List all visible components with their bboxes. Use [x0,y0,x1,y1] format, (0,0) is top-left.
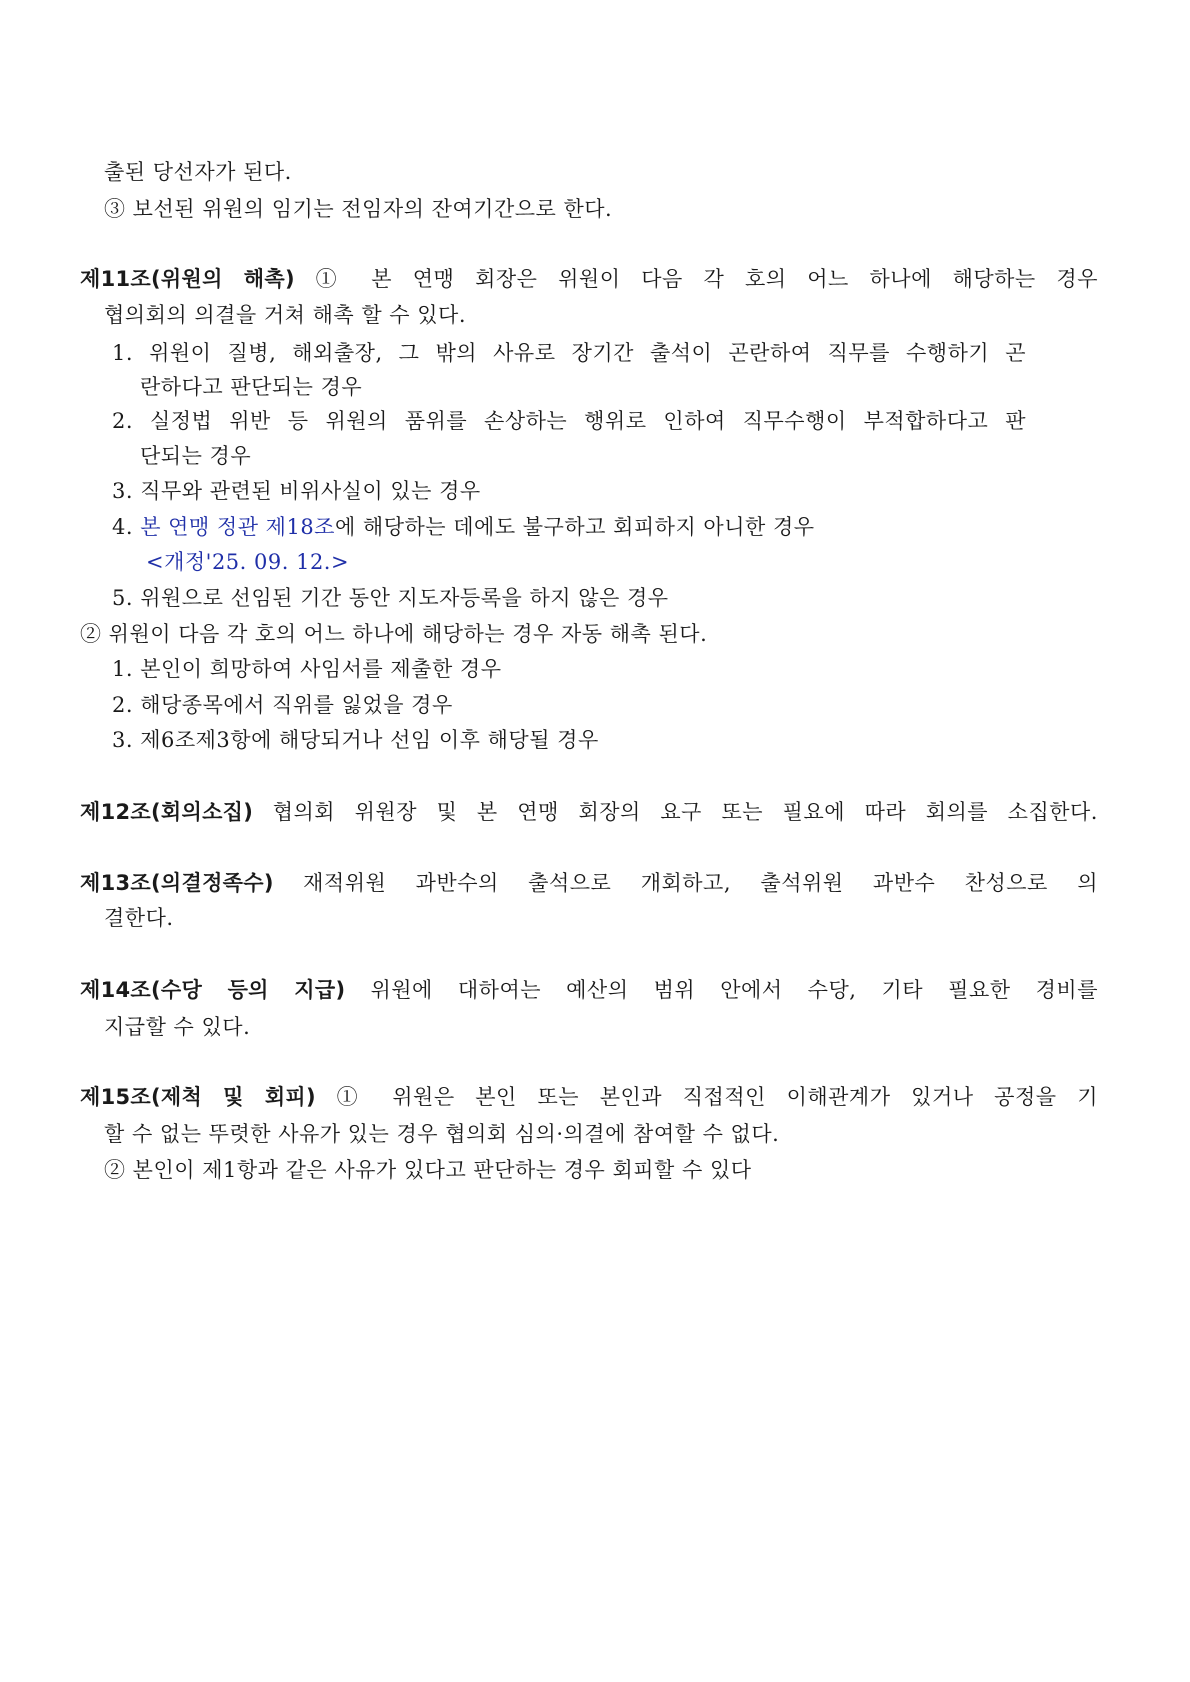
article-15-para-2: ② 본인이 제1항과 같은 사유가 있다고 판단하는 경우 회피할 수 있다 [104,1158,752,1182]
article-11-item-4-number: 4. [112,515,141,539]
article-13-heading: 제13조(의결정족수) [80,871,274,895]
article-11-item-4 [112,512,815,542]
article-15-heading: 제15조(제척 및 회피) [80,1085,316,1109]
article-11-para-2-item-3: 3. 제6조제3항에 해당되거나 선임 이후 해당될 경우 [112,728,599,752]
article-13-text-cont: 결한다. [104,906,174,930]
article-14-text-cont: 지급할 수 있다. [104,1015,251,1039]
article-11-item-5: 5. 위원으로 선임된 기간 동안 지도자등록을 하지 않은 경우 [112,586,669,610]
article-12-heading: 제12조(회의소집) [80,800,254,824]
article-12 [80,797,1098,827]
article-11-item-1: 1. 위원이 질병, 해외출장, 그 밖의 사유로 장기간 출석이 곤란하여 직무를 수행하기 곤 [112,341,1026,365]
article-11-para-2-item-2: 2. 해당종목에서 직위를 잃었을 경우 [112,693,453,717]
article-10-line-1: 출된 당선자가 된다. [104,160,292,184]
article-11-para-2: ② 위원이 다음 각 호의 어느 하나에 해당하는 경우 자동 해촉 된다. [80,622,708,646]
article-11-item-1-cont: 란하다고 판단되는 경우 [140,375,363,399]
article-13-first-line [80,868,1098,898]
article-11-item-3: 3. 직무와 관련된 비위사실이 있는 경우 [112,479,481,503]
article-11-heading: 제11조(위원의 해촉) [80,267,295,291]
article-11-item-2: 2. 실정법 위반 등 위원의 품위를 손상하는 행위로 인하여 직무수행이 부적합하다고 판 [112,409,1026,433]
article-14-text: 위원에 대하여는 예산의 범위 안에서 수당, 기타 필요한 경비를 [370,978,1098,1002]
article-15-para-1-cont: 할 수 없는 뚜렷한 사유가 있는 경우 협의회 심의·의결에 참여할 수 없다. [104,1122,780,1146]
article-15-para-1-text: ① 위원은 본인 또는 본인과 직접적인 이해관계가 있거나 공정을 기 [336,1085,1098,1109]
article-13-text: 재적위원 과반수의 출석으로 개회하고, 출석위원 과반수 찬성으로 의 [303,871,1098,895]
article-11-para-2-item-1: 1. 본인이 희망하여 사임서를 제출한 경우 [112,657,502,681]
article-11-first-line [80,264,1098,294]
article-14-first-line [80,975,1098,1005]
statute-article-18-reference: 본 연맹 정관 제18조 [140,515,335,539]
amendment-note: <개정'25. 09. 12.> [146,550,350,574]
article-14-heading: 제14조(수당 등의 지급) [80,978,346,1002]
article-11-para-1-cont: 협의회의 의결을 거쳐 해촉 할 수 있다. [104,303,467,327]
article-10-para-3: ③ 보선된 위원의 임기는 전임자의 잔여기간으로 한다. [104,197,613,221]
article-11-item-4-text: 에 해당하는 데에도 불구하고 회피하지 아니한 경우 [334,515,815,539]
article-15-first-line [80,1082,1098,1112]
article-12-text: 협의회 위원장 및 본 연맹 회장의 요구 또는 필요에 따라 회의를 소집한다. [272,800,1098,824]
article-11-para-1-text: ① 본 연맹 회장은 위원이 다음 각 호의 어느 하나에 해당하는 경우 [315,267,1098,291]
article-11-item-2-cont: 단되는 경우 [140,444,252,468]
